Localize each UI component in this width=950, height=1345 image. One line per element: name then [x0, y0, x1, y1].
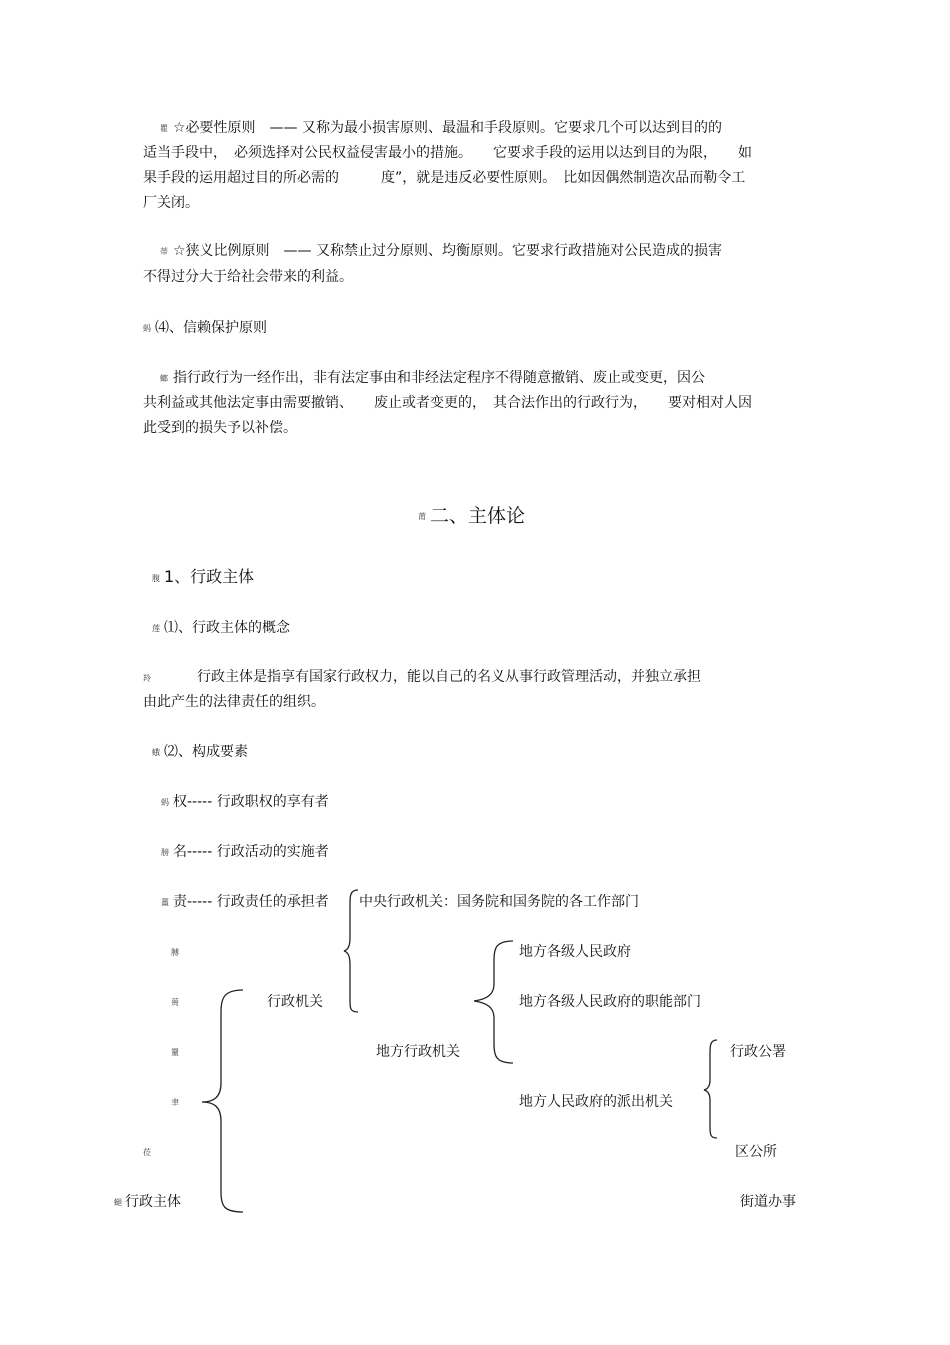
subject-heading: 1、行政主体 — [164, 567, 255, 586]
margin-mark: 莅 — [143, 1148, 151, 1157]
tree-local-admin-organ: 地方行政机关 — [376, 1044, 460, 1060]
element-responsibility: 责----- 行政责任的承担者 — [173, 894, 329, 910]
element-power: 权----- 行政职权的享有者 — [173, 794, 329, 810]
proportion-line-1: ☆狭义比例原则 —— 又称禁止过分原则、均衡原则。它要求行政措施对公民造成的损害 — [173, 243, 722, 259]
tree-admin-office: 行政公署 — [730, 1044, 786, 1060]
margin-mark: 瞿 — [160, 124, 168, 133]
brace-admin-organ — [344, 890, 358, 1012]
elements-heading: ⑵、构成要素 — [164, 744, 248, 760]
trust-heading: ⑷、信赖保护原则 — [155, 320, 267, 336]
necessity-line-2: 适当手段中， 必须选择对公民权益侵害最小的措施。 它要求手段的运用以达到目的为限， 如 — [143, 145, 752, 161]
margin-mark: 莲 — [152, 624, 160, 633]
margin-mark: 莆 — [418, 512, 426, 521]
brace-local-admin — [474, 941, 513, 1063]
tree-district-office: 区公所 — [735, 1144, 777, 1160]
brace-subject — [202, 990, 243, 1212]
margin-mark: 羚 — [143, 674, 151, 683]
tree-local-government: 地方各级人民政府 — [519, 944, 631, 960]
concept-line-2: 由此产生的法律责任的组织。 — [143, 694, 325, 710]
section-title: 二、主体论 — [430, 505, 526, 527]
tree-central-organ: 中央行政机关：国务院和国务院的各工作部门 — [359, 894, 639, 910]
margin-mark: 蚂 — [161, 798, 169, 807]
trust-line-3: 此受到的损失予以补偿。 — [143, 420, 297, 436]
concept-line-1: 行政主体是指享有国家行政权力，能以自己的名义从事行政管理活动，并独立承担 — [197, 669, 701, 685]
necessity-line-1: ☆必要性原则 —— 又称为最小损害原则、最温和手段原则。它要求几个可以达到目的的 — [173, 120, 722, 136]
margin-mark: 螁 — [114, 1198, 122, 1207]
concept-heading: ⑴、行政主体的概念 — [164, 620, 290, 636]
proportion-line-2: 不得过分大于给社会带来的利益。 — [143, 269, 353, 285]
margin-mark: 膊 — [171, 948, 179, 957]
margin-mark: 腹 — [152, 574, 160, 583]
margin-mark: 蚂 — [143, 324, 151, 333]
margin-mark: 罿 — [171, 1048, 179, 1057]
trust-line-2: 共利益或其他法定事由需要撤销、 废止或者变更的， 其合法作出的行政行为， 要对相对人因 — [143, 395, 752, 411]
margin-mark: 螂 — [160, 374, 168, 383]
tree-street-office: 街道办事 — [740, 1194, 796, 1210]
necessity-line-3: 果手段的运用超过目的所必需的 度”，就是违反必要性原则。 比如因偶然制造次品而勒令工 — [143, 170, 746, 186]
margin-mark: 蛾 — [152, 748, 160, 757]
tree-admin-subject: 行政主体 — [125, 1194, 181, 1210]
margin-mark: 蒉 — [171, 998, 179, 1007]
element-name: 名----- 行政活动的实施者 — [173, 844, 329, 860]
tree-dispatched-organ: 地方人民政府的派出机关 — [519, 1094, 673, 1110]
margin-mark: 膀 — [161, 848, 169, 857]
margin-mark: 蒂 — [160, 247, 168, 256]
margin-mark: 薑 — [161, 898, 169, 907]
trust-line-1: 指行政行为一经作出，非有法定事由和非经法定程序不得随意撤销、废止或变更，因公 — [173, 370, 705, 386]
tree-admin-organ: 行政机关 — [267, 994, 323, 1010]
margin-mark: 聿 — [171, 1098, 179, 1107]
necessity-line-4: 厂关闭。 — [143, 195, 199, 211]
brace-dispatched — [704, 1040, 717, 1138]
tree-local-department: 地方各级人民政府的职能部门 — [519, 994, 701, 1010]
